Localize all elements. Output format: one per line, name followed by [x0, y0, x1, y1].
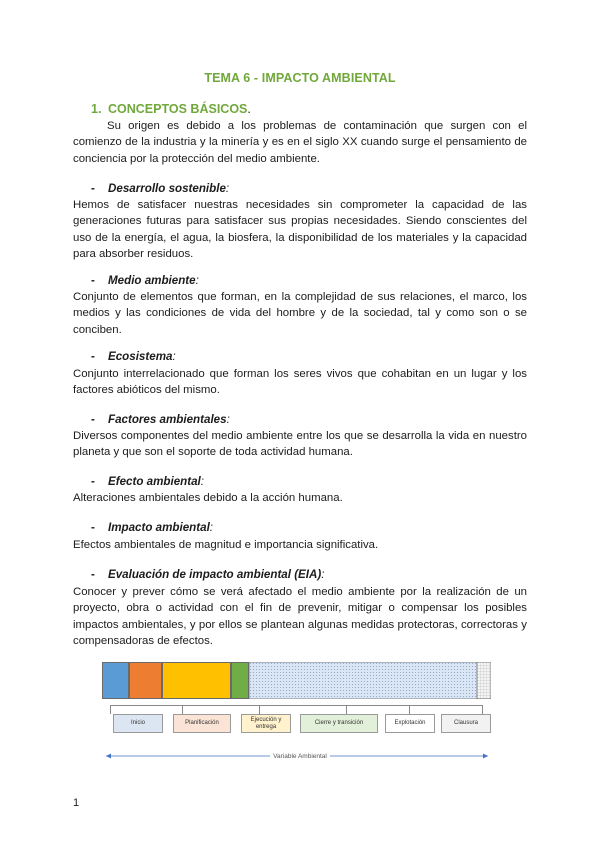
term-colon: : [172, 350, 176, 363]
definition-medio-ambiente: Conjunto de elementos que forman, en la complejidad de sus relaciones, el marco, los medios y las condiciones de vida del hombre y de la sociedad, tal y como son o se conciben. [73, 291, 527, 336]
definition-ecosistema: Conjunto interrelacionado que forman los seres vivos que cohabitan en un lugar y los factores abióticos del mismo. [73, 368, 527, 397]
phase-label-inicio: Inicio [113, 714, 163, 733]
connector-tick [346, 705, 347, 714]
section-period: . [247, 102, 251, 116]
phase-label-explotacion: Explotación [385, 714, 435, 733]
term-name: Medio ambiente [108, 274, 196, 287]
phase-bar-planificacion [129, 662, 162, 699]
definition-desarrollo-sostenible: Hemos de satisfacer nuestras necesidades sin comprometer la capacidad de las generaciones futuras para satisfacer sus propias necesidades. Siendo conscientes del uso de la energía, el agua, la biosfera, la disponibilidad de los materiales y la capacidad para absorber residuos. [73, 199, 527, 260]
bullet-dash: - [91, 274, 95, 287]
term-name: Evaluación de impacto ambiental (EIA) [108, 568, 322, 581]
definition-impacto-ambiental: Efectos ambientales de magnitud e importancia significativa. [73, 539, 379, 551]
term-name: Impacto ambiental [108, 521, 210, 534]
term-name: Desarrollo sostenible [108, 182, 226, 195]
term-efecto-ambiental [91, 475, 204, 488]
connector-tick [409, 705, 410, 714]
term-colon: : [225, 182, 230, 195]
project-phases-diagram [100, 660, 500, 770]
bullet-dash: - [91, 413, 95, 426]
section-heading [91, 102, 251, 116]
bullet-dash: - [91, 350, 95, 363]
connector-tick [110, 705, 111, 714]
section-number: 1. [91, 102, 102, 116]
intro-paragraph: Su origen es debido a los problemas de contaminación que surgen con el comienzo de la industria y la minería y es en el siglo XX cuando surge el pensamiento de conciencia por la protección del medio ambiente. [73, 120, 527, 165]
axis-label-text: Variable Ambiental [270, 753, 330, 760]
term-name: Ecosistema [108, 350, 173, 363]
term-colon: : [321, 568, 325, 581]
document-title: TEMA 6 - IMPACTO AMBIENTAL [204, 71, 396, 85]
term-name: Efecto ambiental [108, 475, 201, 488]
phase-bar-explotacion [249, 662, 477, 699]
term-colon: : [226, 413, 230, 426]
phase-bar-inicio [102, 662, 129, 699]
connector-tick [259, 705, 260, 714]
term-impacto-ambiental [91, 521, 213, 534]
bullet-dash: - [91, 568, 95, 581]
page-number: 1 [73, 797, 80, 809]
definition-efecto-ambiental: Alteraciones ambientales debido a la acción humana. [73, 492, 343, 504]
bullet-dash: - [91, 475, 95, 488]
term-eia [91, 568, 324, 581]
term-desarrollo-sostenible [91, 182, 229, 195]
term-colon: : [200, 475, 205, 488]
axis-label [100, 753, 500, 760]
term-colon: : [195, 274, 199, 287]
term-name: Factores ambientales [108, 413, 227, 426]
term-factores-ambientales [91, 413, 230, 426]
phase-label-ejecucion: Ejecución y entrega [241, 714, 291, 733]
phase-bar-clausura [477, 662, 491, 699]
phase-bar-cierre [231, 662, 249, 699]
phase-label-planificacion: Planificación [173, 714, 231, 733]
term-ecosistema [91, 350, 176, 363]
connector-tick [182, 705, 183, 714]
bullet-dash: - [91, 521, 95, 534]
section-title: CONCEPTOS BÁSICOS [108, 102, 248, 116]
term-colon: : [209, 521, 214, 534]
phase-label-clausura: Clausura [441, 714, 491, 733]
connector-line [110, 705, 482, 706]
phase-bar-ejecucion [162, 662, 231, 699]
definition-factores-ambientales: Diversos componentes del medio ambiente entre los que se desarrolla la vida en nuestro planeta y que son el soporte de toda actividad humana. [73, 430, 527, 459]
phase-label-cierre: Cierre y transición [300, 714, 378, 733]
definition-eia: Conocer y prever cómo se verá afectado el medio ambiente por la realización de un proyecto, obra o actividad con el fin de prevenir, mitigar o compensar los posibles impactos ambientales, y por ellos se plantean algunas medidas protectoras, correctoras y compensadoras de efectos. [73, 586, 527, 647]
bullet-dash: - [91, 182, 95, 195]
connector-tick [482, 705, 483, 714]
term-medio-ambiente [91, 274, 199, 287]
